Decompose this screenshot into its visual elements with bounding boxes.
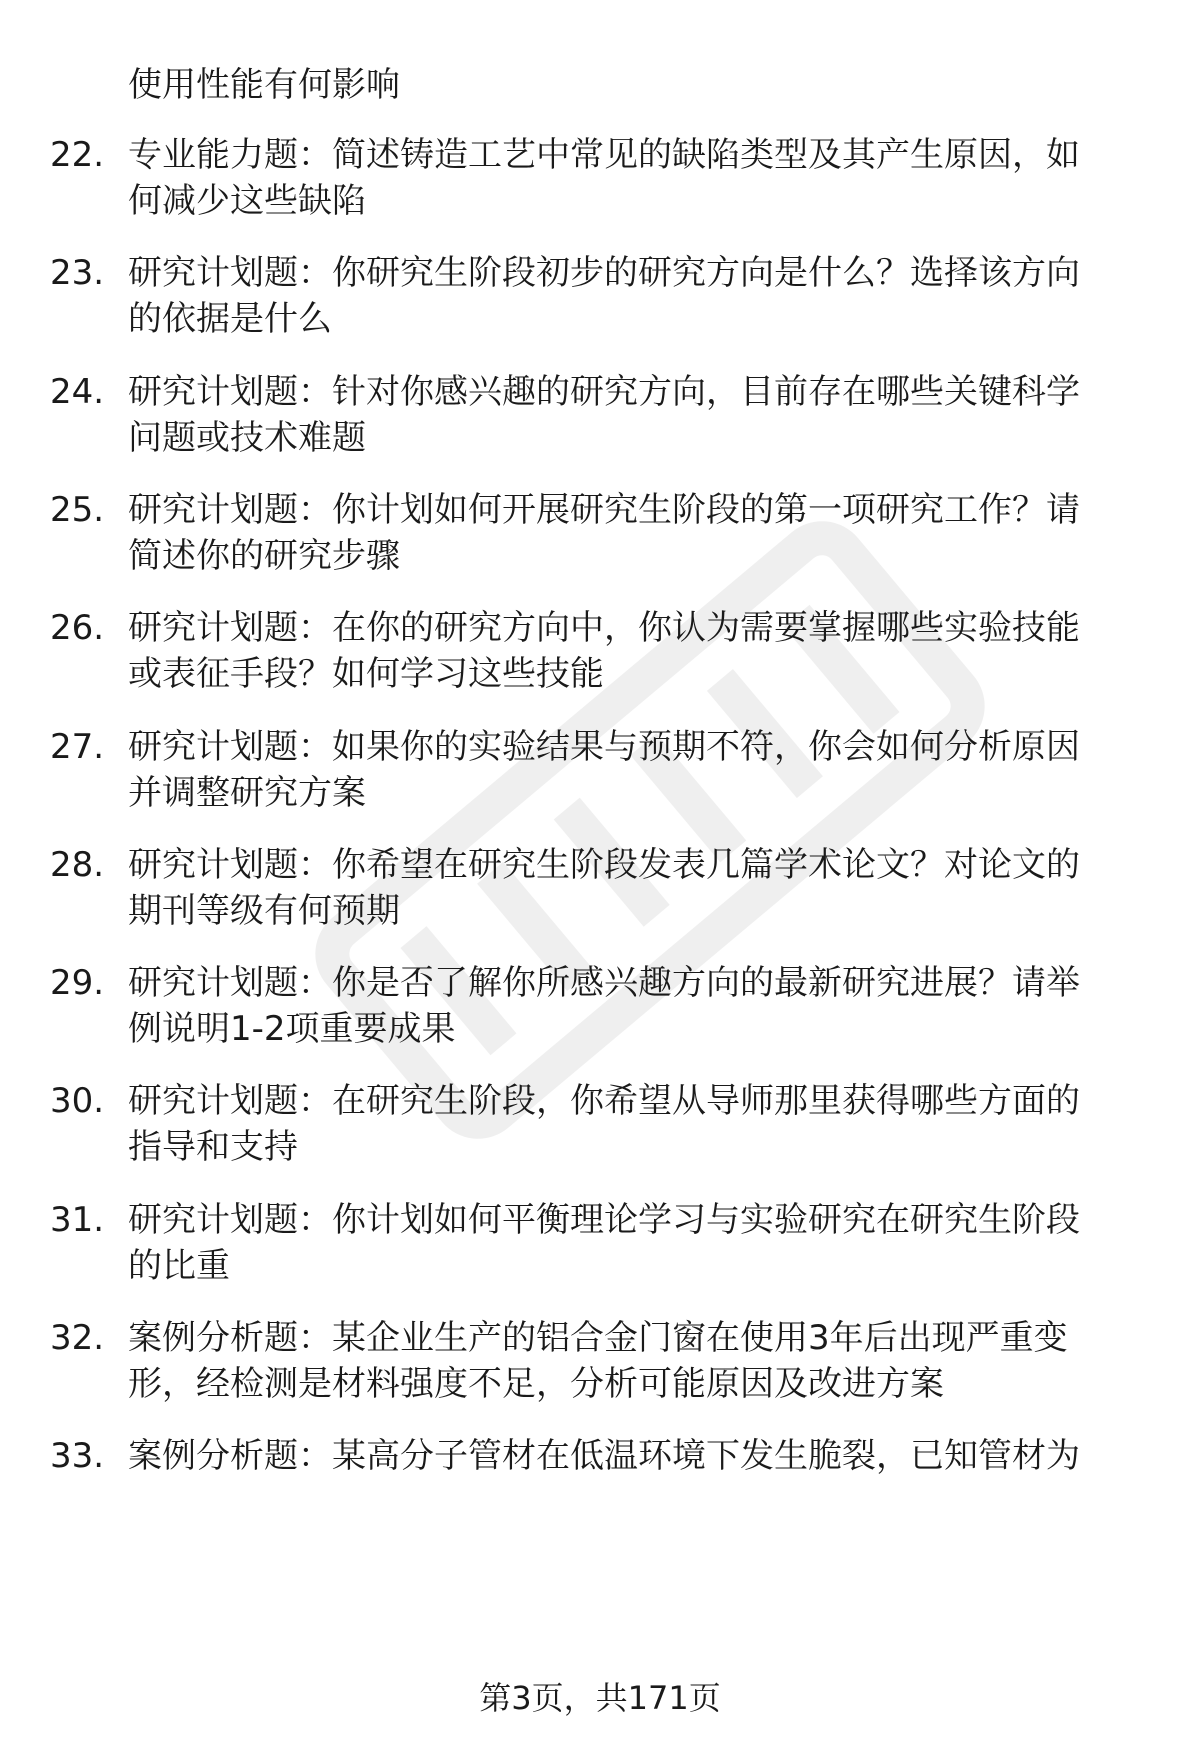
- question-number: 31.: [50, 1200, 105, 1240]
- question-item: [50, 958, 1140, 1068]
- question-text-line2: 简述你的研究步骤: [128, 536, 400, 576]
- question-text-line1: 研究计划题：在你的研究方向中，你认为需要掌握哪些实验技能: [128, 608, 1080, 648]
- question-text-line2: 期刊等级有何预期: [128, 891, 400, 931]
- question-text-line2: 的比重: [128, 1246, 230, 1286]
- question-item: [50, 1313, 1140, 1423]
- question-text-line1: 研究计划题：你研究生阶段初步的研究方向是什么？选择该方向: [128, 253, 1080, 293]
- question-number: 24.: [50, 372, 105, 412]
- question-item: [50, 1076, 1140, 1186]
- question-text-line2: 或表征手段？如何学习这些技能: [128, 654, 604, 694]
- question-text-line1: 研究计划题：如果你的实验结果与预期不符，你会如何分析原因: [128, 727, 1080, 767]
- question-item: [50, 722, 1140, 832]
- question-number: 30.: [50, 1081, 105, 1121]
- question-text-line1: 研究计划题：你计划如何开展研究生阶段的第一项研究工作？请: [128, 490, 1080, 530]
- question-number: 26.: [50, 608, 105, 648]
- question-text-line2: 形，经检测是材料强度不足，分析可能原因及改进方案: [128, 1364, 944, 1404]
- question-item: [50, 840, 1140, 950]
- question-item: [50, 248, 1140, 358]
- question-text-line2: 并调整研究方案: [128, 773, 366, 813]
- question-item: [50, 367, 1140, 477]
- question-item: [50, 1195, 1140, 1305]
- question-text-line2: 的依据是什么: [128, 299, 332, 339]
- page-footer: 第3页，共171页: [479, 1679, 721, 1717]
- question-text-line1: 专业能力题：简述铸造工艺中常见的缺陷类型及其产生原因，如: [128, 135, 1080, 175]
- question-number: 23.: [50, 253, 105, 293]
- question-number: 32.: [50, 1318, 105, 1358]
- question-item: [50, 603, 1140, 713]
- question-number: 25.: [50, 490, 105, 530]
- question-item: [50, 130, 1140, 240]
- continuation-text: 使用性能有何影响: [128, 65, 400, 105]
- question-text-line1: 案例分析题：某企业生产的铝合金门窗在使用3年后出现严重变: [128, 1318, 1068, 1358]
- question-number: 29.: [50, 963, 105, 1003]
- question-text-line2: 何减少这些缺陷: [128, 181, 366, 221]
- question-number: 22.: [50, 135, 105, 175]
- question-text-line1: 研究计划题：在研究生阶段，你希望从导师那里获得哪些方面的: [128, 1081, 1080, 1121]
- question-text-line2: 例说明1-2项重要成果: [128, 1009, 456, 1049]
- question-number: 28.: [50, 845, 105, 885]
- question-text-line2: 问题或技术难题: [128, 418, 366, 458]
- question-item: [50, 1431, 1140, 1541]
- question-text-line1: 研究计划题：针对你感兴趣的研究方向，目前存在哪些关键科学: [128, 372, 1080, 412]
- question-item: [50, 485, 1140, 595]
- question-text-line2: 指导和支持: [128, 1127, 298, 1167]
- question-number: 27.: [50, 727, 105, 767]
- question-text-line1: 研究计划题：你计划如何平衡理论学习与实验研究在研究生阶段: [128, 1200, 1080, 1240]
- question-text-line1: 研究计划题：你希望在研究生阶段发表几篇学术论文？对论文的: [128, 845, 1080, 885]
- question-number: 33.: [50, 1436, 105, 1476]
- question-text-line1: 案例分析题：某高分子管材在低温环境下发生脆裂，已知管材为: [128, 1436, 1080, 1476]
- question-text-line1: 研究计划题：你是否了解你所感兴趣方向的最新研究进展？请举: [128, 963, 1080, 1003]
